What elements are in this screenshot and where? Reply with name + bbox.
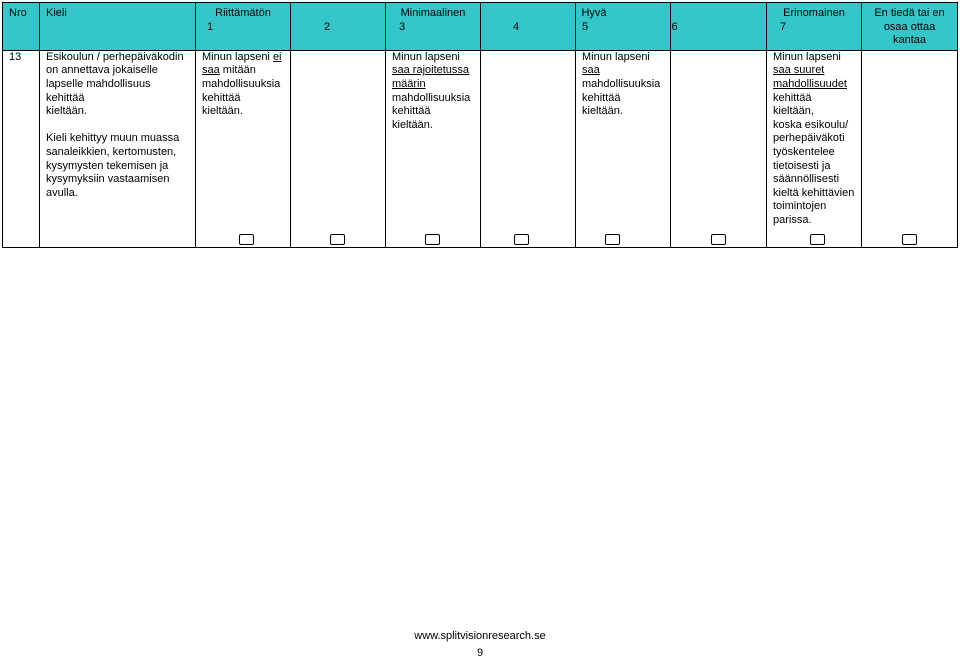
question-number: 13 bbox=[3, 50, 40, 247]
header-scale-2 bbox=[291, 3, 386, 51]
checkbox-scale-3[interactable] bbox=[425, 234, 440, 245]
question-text bbox=[40, 50, 196, 247]
header-scale-1-number: 1 bbox=[206, 20, 214, 33]
header-scale-3-label: Minimaalinen bbox=[400, 7, 466, 19]
scale-cell-6 bbox=[671, 50, 767, 247]
question-text-line: on annettava jokaiselle bbox=[46, 64, 158, 77]
checkbox-dont-know[interactable] bbox=[902, 234, 917, 245]
header-scale-7-label: Erinomainen bbox=[783, 7, 845, 19]
header-scale-3-number: 3 bbox=[398, 20, 406, 33]
checkbox-scale-4[interactable] bbox=[514, 234, 529, 245]
header-scale-7 bbox=[767, 3, 862, 51]
header-scale-4-number: 4 bbox=[512, 20, 520, 33]
scale-7-text: Minun lapseni saa suuret mahdollisuudet kehittää kieltään, koska esikoulu/ perhepäiväkoti työskentelee tietoisesti ja säännöllisesti kieltä kehittävien toimintojen parissa. bbox=[773, 50, 855, 226]
question-text-line: lapselle mahdollisuus kehittää bbox=[46, 77, 151, 104]
question-text-line: sanaleikkien, kertomusten, bbox=[46, 145, 177, 158]
question-text-line: Esikoulun / perhepäiväkodin bbox=[46, 50, 184, 63]
header-scale-2-number: 2 bbox=[323, 20, 331, 33]
header-scale-6-number: 6 bbox=[671, 20, 678, 33]
header-scale-1-label: Riittämätön bbox=[215, 7, 271, 19]
question-text-line: kysymysten tekemisen ja bbox=[46, 159, 169, 172]
header-dont-know-line-1: En tiedä tai en bbox=[874, 7, 945, 19]
scale-5-text: Minun lapseni saa mahdollisuuksia kehittää kieltään. bbox=[582, 50, 661, 118]
header-scale-5 bbox=[576, 3, 671, 51]
scale-cell-5 bbox=[576, 50, 671, 247]
question-text-line: kieltään. bbox=[46, 105, 87, 118]
scale-3-text: Minun lapseni saa rajoitetussa määrin mahdollisuuksia kehittää kieltään. bbox=[392, 50, 471, 131]
header-dont-know-line-3: kantaa bbox=[892, 34, 927, 47]
scale-cell-3 bbox=[386, 50, 481, 247]
scale-1-text: Minun lapseni ei saa mitään mahdollisuuksia kehittää kieltään. bbox=[202, 50, 282, 118]
header-row bbox=[3, 3, 958, 51]
header-scale-5-number: 5 bbox=[581, 20, 589, 33]
checkbox-scale-2[interactable] bbox=[330, 234, 345, 245]
question-row bbox=[3, 50, 958, 247]
scale-cell-dont-know bbox=[862, 50, 958, 247]
scale-cell-4 bbox=[481, 50, 576, 247]
question-text-line: Kieli kehittyy muun muassa bbox=[46, 132, 180, 145]
header-dont-know-line-2: osaa ottaa bbox=[883, 20, 936, 33]
header-scale-3 bbox=[386, 3, 481, 51]
header-scale-1 bbox=[196, 3, 291, 51]
checkbox-scale-1[interactable] bbox=[239, 234, 254, 245]
header-scale-6 bbox=[671, 3, 767, 51]
scale-cell-1 bbox=[196, 50, 291, 247]
header-kieli: Kieli bbox=[40, 3, 196, 51]
header-nro: Nro bbox=[3, 3, 40, 51]
header-scale-4 bbox=[481, 3, 576, 51]
checkbox-scale-6[interactable] bbox=[711, 234, 726, 245]
question-text-line: kysymyksiin vastaamisen bbox=[46, 173, 170, 186]
question-text-line: avulla. bbox=[46, 186, 78, 199]
scale-cell-2 bbox=[291, 50, 386, 247]
scale-cell-7 bbox=[767, 50, 862, 247]
header-scale-7-number: 7 bbox=[779, 20, 787, 33]
checkbox-scale-5[interactable] bbox=[605, 234, 620, 245]
header-scale-5-label: Hyvä bbox=[581, 7, 607, 19]
survey-table bbox=[2, 2, 958, 248]
footer-url: www.splitvisionresearch.se bbox=[414, 630, 546, 642]
page-number: 9 bbox=[476, 647, 484, 659]
checkbox-scale-7[interactable] bbox=[810, 234, 825, 245]
header-dont-know bbox=[862, 3, 958, 51]
